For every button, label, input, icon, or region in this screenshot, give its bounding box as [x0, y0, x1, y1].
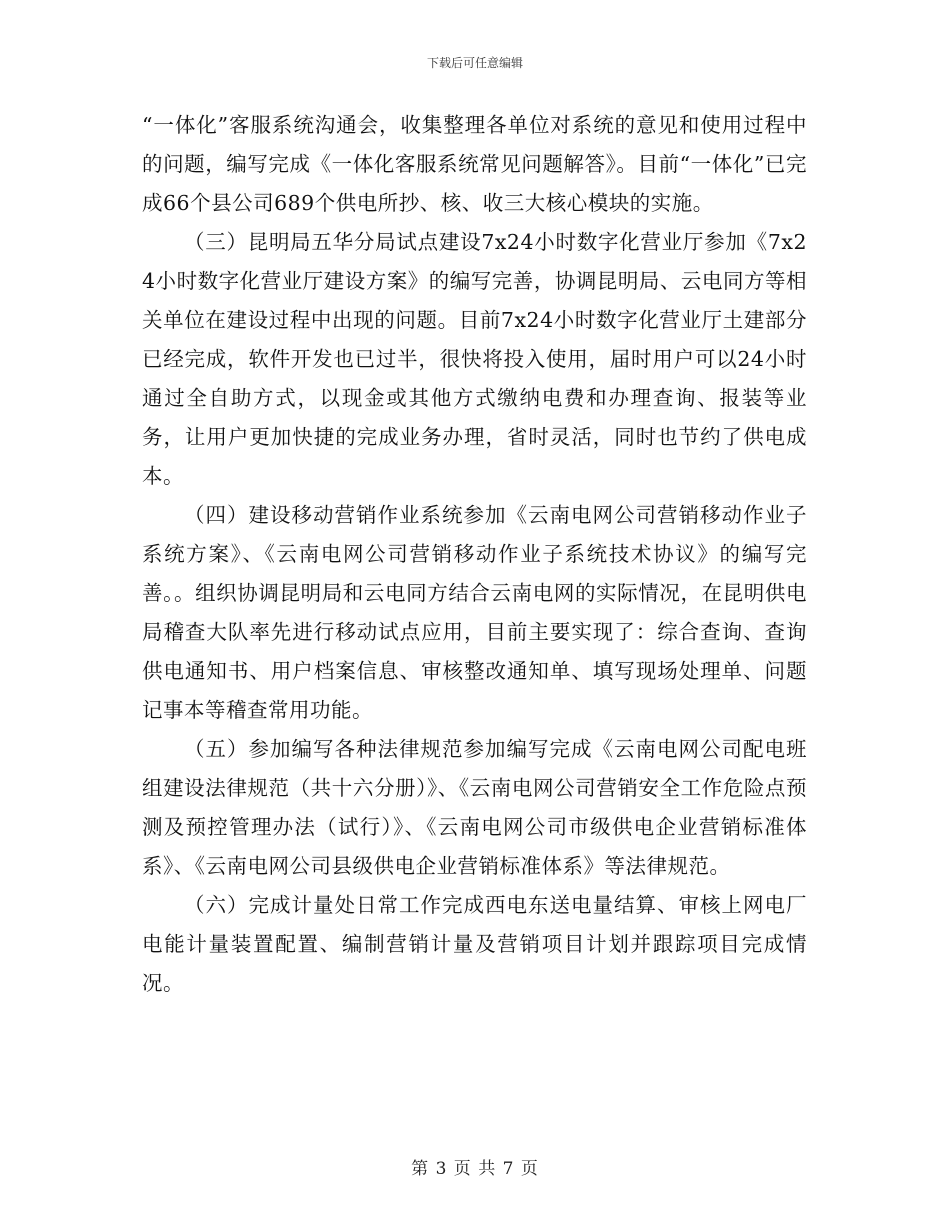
paragraph-section-6: （六）完成计量处日常工作完成西电东送电量结算、审核上网电厂电能计量装置配置、编制营销计量及营销项目计划并跟踪项目完成情况。 — [142, 893, 807, 995]
page-number-footer: 第 3 页 共 7 页 — [411, 1159, 539, 1179]
page-header: 下载后可任意编辑 — [426, 56, 523, 70]
paragraph-continuation: “一体化”客服系统沟通会，收集整理各单位对系统的意见和使用过程中的问题，编写完成《一体化客服系统常见问题解答》。目前“一体化”已完成66个县公司689个供电所抄、核、收三大核心模块的实施。 — [142, 113, 807, 215]
paragraph-section-5: （五）参加编写各种法律规范参加编写完成《云南电网公司配电班组建设法律规范（共十六分册）》、《云南电网公司营销安全工作危险点预测及预控管理办法（试行）》、《云南电网公司市级供电企业营销标准体系》、《云南电网公司县级供电企业营销标准体系》等法律规范。 — [142, 737, 807, 878]
paragraph-section-3: （三）昆明局五华分局试点建设7x24小时数字化营业厅参加《7x24小时数字化营业厅建设方案》的编写完善，协调昆明局、云电同方等相关单位在建设过程中出现的问题。目前7x24小时数字化营业厅土建部分已经完成，软件开发也已过半，很快将投入使用，届时用户可以24小时通过全自助方式，以现金或其他方式缴纳电费和办理查询、报装等业务，让用户更加快捷的完成业务办理，省时灵活，同时也节约了供电成本。 — [142, 230, 807, 488]
document-body — [142, 106, 807, 1003]
paragraph-section-4: （四）建设移动营销作业系统参加《云南电网公司营销移动作业子系统方案》、《云南电网公司营销移动作业子系统技术协议》的编写完善。。组织协调昆明局和云电同方结合云南电网的实际情况，在昆明供电局稽查大队率先进行移动试点应用，目前主要实现了：综合查询、查询供电通知书、用户档案信息、审核整改通知单、填写现场处理单、问题记事本等稽查常用功能。 — [142, 503, 807, 722]
